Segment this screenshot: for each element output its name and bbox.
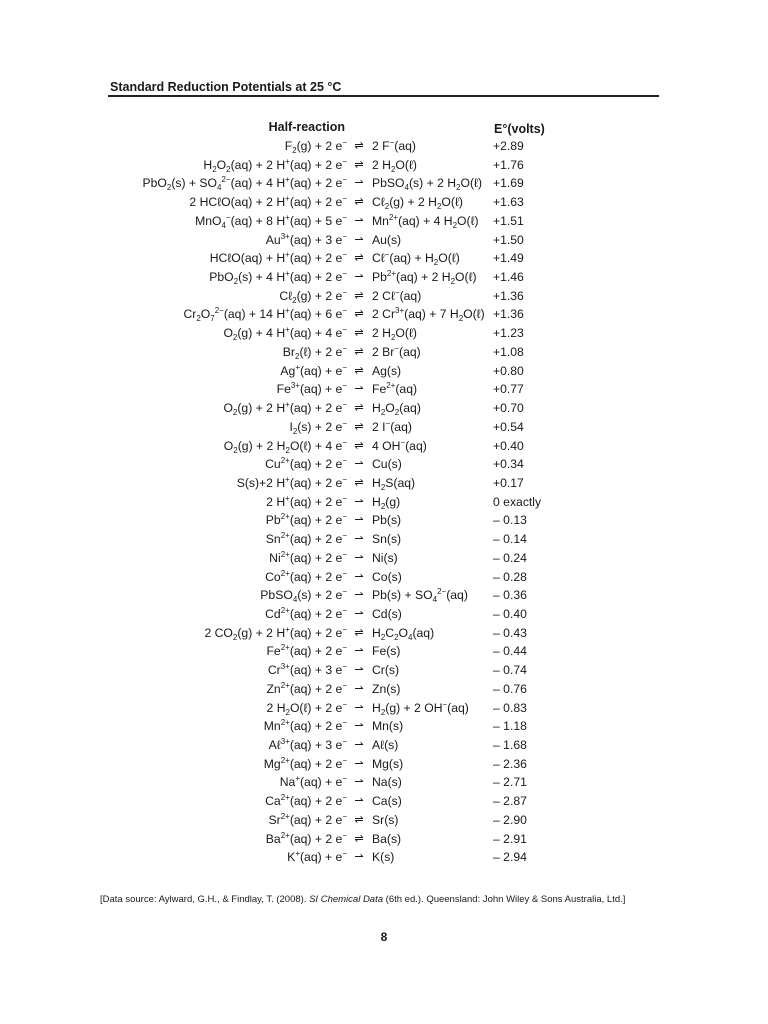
products: Cℓ$_2$(g) + 2 $H_2O(\ell)$ [372,195,463,212]
products: 2 F−(aq) [372,138,416,153]
reactants: $O_2(g) + 4$ H+(aq) + 4 e− [223,325,347,343]
reactants: $Cd^{2+}(aq) + 2$ e− [265,605,347,621]
potential-value: +0.34 [493,457,524,472]
table-row [0,530,768,549]
products: Sr(s) [372,812,399,827]
reactants: $Mn^{2+}(aq) + 2$ e− [263,718,347,734]
reactants: $Sn^{2+}(aq) + 2$ e− [265,531,347,547]
potential-value: – 0.13 [493,513,527,528]
potential-value: +0.80 [493,363,524,378]
equilibrium-arrow-icon: ⇀ [354,533,364,546]
reactants: $Ba^{2+}(aq) + 2$ e− [265,830,347,846]
products: PbSO$_4$(s) + 2 $H_2O(\ell)$ [372,176,483,193]
table-row [0,474,768,493]
equilibrium-arrow-icon: ⇀ [354,757,364,770]
equilibrium-arrow-icon: ⇌ [354,402,364,415]
equilibrium-arrow-icon: ⇌ [354,439,364,452]
potential-value: +1.36 [493,288,524,303]
table-row [0,549,768,568]
table-row [0,511,768,530]
products: 2 $H_2O(\ell)$ [372,326,417,343]
title-rule [108,95,659,97]
table-row [0,399,768,418]
reactants: $Fe^{2+}(aq) + 2$ e− [266,643,347,659]
equilibrium-arrow-icon: ⇀ [354,682,364,695]
potential-value: +0.17 [493,475,524,490]
equilibrium-arrow-icon: ⇌ [354,308,364,321]
table-row [0,661,768,680]
table-row [0,362,768,381]
products: Au(s) [372,232,402,247]
potential-value: – 0.40 [493,606,527,621]
equilibrium-arrow-icon: ⇌ [354,345,364,358]
products: $H_2C_2O_4(aq)$ [372,625,435,642]
page-number: 8 [380,930,388,944]
reactants: $O_2(g) + 2$ H+(aq) + 2 e− [223,400,347,418]
products: Zn(s) [372,681,401,696]
table-row [0,212,768,231]
products: Ni(s) [372,550,398,565]
products: $H_2O_2(aq)$ [372,401,421,418]
products: $Mn^{2+}(aq) + 4$ $H_2O(\ell)$ [372,212,479,230]
products: 2 $Cr^{3+}(aq) + 7$ $H_2O(\ell)$ [372,306,485,324]
source-suffix: (6th ed.). Queensland: John Wiley & Sons Australia, Ltd.] [383,894,626,905]
equilibrium-arrow-icon: ⇌ [354,158,364,171]
table-row [0,699,768,718]
products: Co(s) [372,569,402,584]
reactants: 2 $H_2O(\ell) + 2$ e− [266,699,347,717]
equilibrium-arrow-icon: ⇌ [354,476,364,489]
equilibrium-arrow-icon: ⇌ [354,196,364,209]
potential-value: +0.40 [493,438,524,453]
equilibrium-arrow-icon: ⇀ [354,739,364,751]
table-row [0,568,768,587]
table-row [0,755,768,774]
equilibrium-arrow-icon: ⇀ [354,551,364,564]
table-row [0,830,768,849]
products: Mn(s) [372,719,404,734]
table-row [0,268,768,287]
potential-value: +0.70 [493,401,524,416]
reactants: $Co^{2+}(aq) + 2$ e− [265,568,347,584]
data-source-citation [100,894,690,905]
potential-value: – 2.36 [493,756,527,771]
table-row [0,437,768,456]
equilibrium-arrow-icon: ⇌ [354,289,364,302]
products: Aℓ(s) [372,738,399,752]
reactants: $Zn^{2+}(aq) + 2$ e− [266,680,347,696]
products: 2 I−(aq) [372,418,412,434]
reactants: PbO$_2$(s) + 4 H+(aq) + 2 e− [209,269,347,287]
potential-value: – 0.76 [493,681,527,696]
table-row [0,249,768,268]
reactants: $Sr^{2+}(aq) + 2$ e− [268,811,347,827]
reactants: $Pb^{2+}(aq) + 2$ e− [265,512,347,528]
table-row [0,380,768,399]
equilibrium-arrow-icon: ⇀ [354,383,364,396]
table-row [0,174,768,193]
header-potential: E°(volts) [494,122,545,136]
table-row [0,305,768,324]
equilibrium-arrow-icon: ⇀ [354,495,364,508]
table-row [0,642,768,661]
products: Cℓ−(aq) + $H_2O(\ell)$ [372,250,460,268]
potential-value: +1.23 [493,326,524,341]
equilibrium-arrow-icon: ⇀ [354,645,364,658]
reactants: $Fe^{3+}(aq) + e^-$ [276,381,347,397]
potential-value: +1.46 [493,270,524,285]
equilibrium-arrow-icon: ⇌ [354,832,364,845]
products: Cu(s) [372,457,402,472]
products: 2 Cℓ−(aq) [372,287,422,303]
source-prefix: [Data source: Aylward, G.H., & Findlay, T. (2008). [100,894,310,905]
products: Ba(s) [372,831,402,846]
products: $H_2(g) + 2$ OH−(aq) [372,699,469,717]
table-row [0,624,768,643]
potential-value: – 0.24 [493,550,527,565]
reactants: 2 HCℓO(aq) + 2 H+(aq) + 2 e− [189,194,347,210]
potential-value: – 0.74 [493,663,527,678]
table-row [0,156,768,175]
products: Cd(s) [372,606,402,621]
table-row [0,736,768,755]
potential-value: +1.51 [493,213,524,228]
table-row [0,773,768,792]
products: 2 Br−(aq) [372,343,421,359]
products: 2 $H_2O(\ell)$ [372,157,417,174]
reactants: $Cr_2O_7^{2-}(aq) + 14$ H+(aq) + 6 e− [183,306,347,324]
reactants: $I_2(s) + 2$ e− [289,418,347,436]
reactants: $Ca^{2+}(aq) + 2$ e− [265,793,347,809]
equilibrium-arrow-icon: ⇌ [354,626,364,639]
reactants: $Cr^{3+}(aq) + 3$ e− [267,662,347,678]
equilibrium-arrow-icon: ⇀ [354,720,364,733]
potential-value: +1.50 [493,232,524,247]
table-row [0,455,768,474]
reactants: $Au^{3+}(aq) + 3$ e− [265,231,347,247]
potential-value: +2.89 [493,139,524,153]
reactants: K+(aq) + e− [287,849,347,865]
equilibrium-arrow-icon: ⇌ [354,364,364,377]
products: Pb(s) [372,513,402,528]
potential-value: – 1.68 [493,738,527,752]
potential-value: – 0.36 [493,588,527,603]
products: $Pb(s) + SO_4^{2-}(aq)$ [372,587,468,605]
reactants: $Br_2(\ell) + 2$ e− [282,343,347,361]
potential-value: – 1.18 [493,719,527,734]
table-row [0,680,768,699]
products: Na(s) [372,775,402,790]
table-row [0,287,768,306]
reactants: Na+(aq) + e− [279,774,347,790]
products: $Fe^{2+}(aq)$ [372,381,418,397]
reactants: 2 H+(aq) + 2 e− [266,493,347,509]
potential-value: +1.49 [493,251,524,266]
potential-value: – 2.90 [493,812,527,827]
potential-value: +1.63 [493,195,524,210]
equilibrium-arrow-icon: ⇀ [354,607,364,620]
reaction-table [0,137,768,867]
reactants: Aℓ$^{3+}$(aq) + 3 e− [268,737,347,752]
products: 4 OH−(aq) [372,437,427,453]
equilibrium-arrow-icon: ⇌ [354,252,364,265]
table-row [0,792,768,811]
potential-value: +1.08 [493,344,524,359]
equilibrium-arrow-icon: ⇀ [354,664,364,677]
products: Ca(s) [372,794,402,809]
equilibrium-arrow-icon: ⇌ [354,327,364,340]
page-title: Standard Reduction Potentials at 25 °C [110,80,342,94]
reactants: $O_2(g) + 2$ $H_2O(\ell) + 4$ e− [223,437,347,455]
table-row [0,418,768,437]
equilibrium-arrow-icon: ⇀ [354,514,364,527]
table-row [0,717,768,736]
potential-value: – 0.14 [493,532,527,547]
reactants: Cℓ$_2$(g) + 2 e− [279,287,347,305]
potential-value: – 2.91 [493,831,527,846]
reactants: $PbO_2(s) + SO_4^{2-}(aq) + 4$ H+(aq) + 2 e− [142,175,347,193]
reactants: $Cu^{2+}(aq) + 2$ e− [265,456,347,472]
potential-value: +0.54 [493,419,524,434]
equilibrium-arrow-icon: ⇀ [354,214,364,227]
reactants: $H_2O_2(aq) + 2$ H+(aq) + 2 e− [203,156,347,174]
equilibrium-arrow-icon: ⇀ [354,233,364,246]
potential-value: – 0.43 [493,625,527,640]
equilibrium-arrow-icon: ⇀ [354,271,364,284]
potential-value: – 0.83 [493,700,527,715]
potential-value: – 2.71 [493,775,527,790]
table-row [0,811,768,830]
equilibrium-arrow-icon: ⇀ [354,589,364,602]
potential-value: +1.69 [493,176,524,191]
table-row [0,848,768,867]
products: $H_2(g)$ [372,494,401,511]
equilibrium-arrow-icon: ⇌ [354,420,364,433]
source-title: SI Chemical Data [309,894,384,905]
equilibrium-arrow-icon: ⇌ [354,813,364,826]
header-half-reaction: Half-reaction [268,120,345,134]
table-row [0,324,768,343]
products: Mg(s) [372,756,404,771]
products: K(s) [372,850,395,865]
equilibrium-arrow-icon: ⇀ [354,177,364,190]
reactants: $Ni^{2+}(aq) + 2$ e− [269,549,347,565]
reactants: HCℓO(aq) + H+(aq) + 2 e− [209,250,347,266]
potential-value: – 2.94 [493,850,527,865]
reactants: $F_2(g) + 2$ e− [284,138,347,155]
equilibrium-arrow-icon: ⇀ [354,795,364,808]
table-row [0,193,768,212]
table-row [0,605,768,624]
table-row [0,137,768,156]
potential-value: +1.36 [493,307,524,322]
table-row [0,586,768,605]
table-row [0,343,768,362]
reactants: Ag+(aq) + e− [280,362,347,378]
reactants: 2 $CO_2(g) + 2$ H+(aq) + 2 e− [204,624,347,642]
products: $Pb^{2+}(aq) + 2$ $H_2O(\ell)$ [372,269,477,287]
products: Fe(s) [372,644,401,659]
potential-value: 0 exactly [493,494,542,509]
products: $H_2S(aq)$ [372,475,416,492]
table-row [0,493,768,512]
potential-value: +1.76 [493,157,524,172]
products: Cr(s) [372,663,400,678]
table-row [0,231,768,250]
equilibrium-arrow-icon: ⇀ [354,701,364,714]
equilibrium-arrow-icon: ⇌ [354,140,364,152]
reactants: S(s)+2 H+(aq) + 2 e− [236,474,347,490]
reactants: $Mg^{2+}(aq) + 2$ e− [263,755,347,771]
potential-value: +0.77 [493,382,524,397]
potential-value: – 0.28 [493,569,527,584]
reactants: PbSO$_4$(s) + 2 e− [260,587,347,605]
products: Ag(s) [372,363,402,378]
equilibrium-arrow-icon: ⇀ [354,776,364,789]
equilibrium-arrow-icon: ⇀ [354,851,364,864]
potential-value: – 2.87 [493,794,527,809]
equilibrium-arrow-icon: ⇀ [354,458,364,471]
equilibrium-arrow-icon: ⇀ [354,570,364,583]
potential-value: – 0.44 [493,644,527,659]
products: Sn(s) [372,532,402,547]
reactants: MnO$_4$−(aq) + 8 H+(aq) + 5 e− [195,212,347,230]
